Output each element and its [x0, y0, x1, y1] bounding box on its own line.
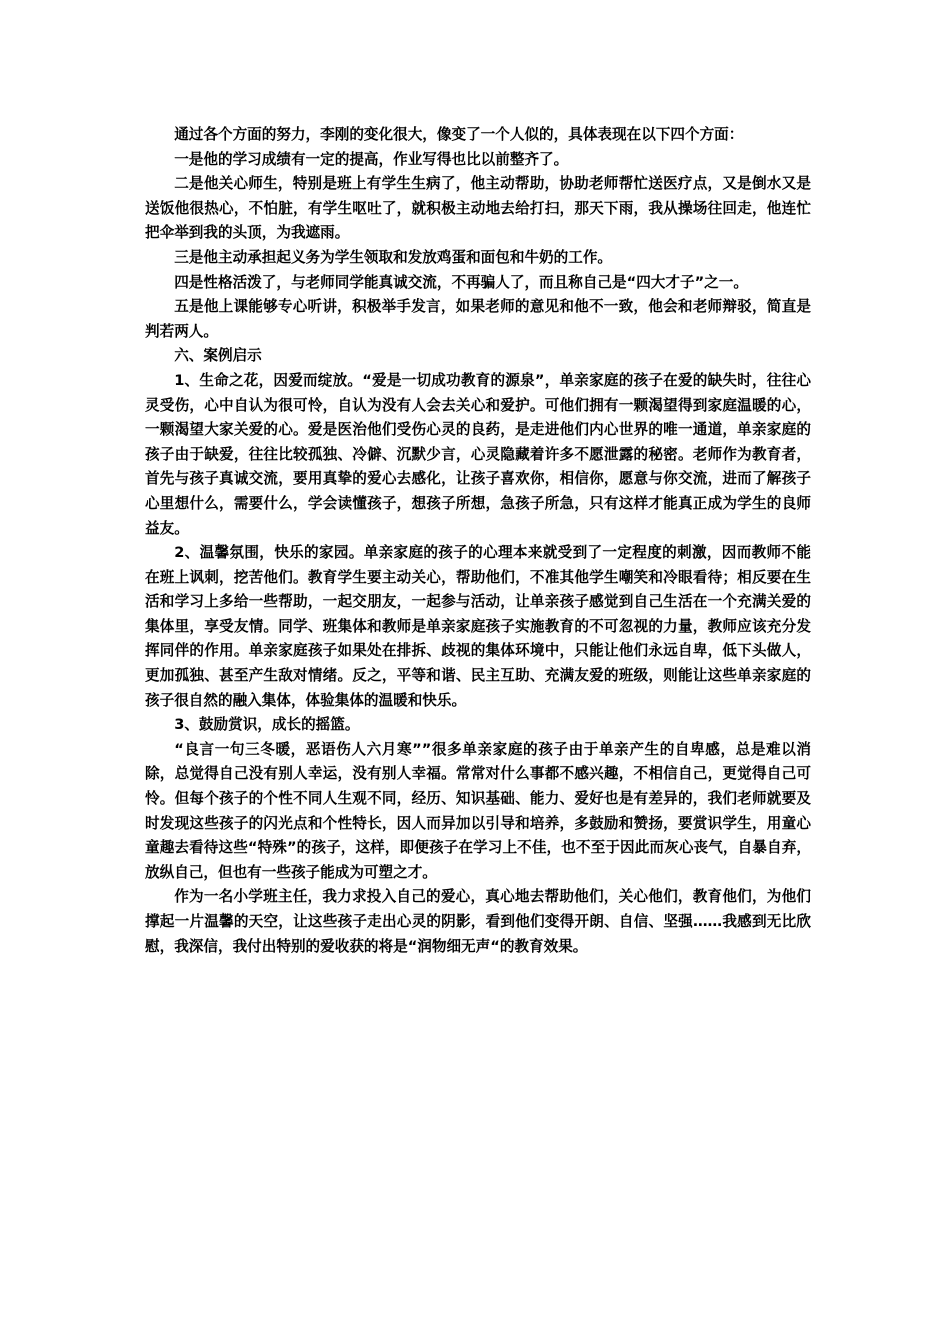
paragraph-insight-two: 2、温馨氛围，快乐的家园。单亲家庭的孩子的心理本来就受到了一定程度的刺激，因而教师不能在班上讽刺，挖苦他们。教育学生要主动关心，帮助他们，不准其他学生嘲笑和冷眼看待；相反要在生活和学习上多给一些帮助，一起交朋友，一起参与活动，让单亲孩子感觉到自己生活在一个充满关爱的集体里，享受友情。同学、班集体和教师是单亲家庭孩子实施教育的不可忽视的力量，教师应该充分发挥同伴的作用。单亲家庭孩子如果处在排拆、歧视的集体环境中，只能让他们永远自卑，低下头做人，更加孤独、甚至产生敌对情绪。反之，平等和谐、民主互助、充满友爱的班级，则能让这些单亲家庭的孩子很自然的融入集体，体验集体的温暖和快乐。 [145, 544, 811, 709]
paragraph-summary: 通过各个方面的努力，李刚的变化很大，像变了一个人似的，具体表现在以下四个方面： [174, 126, 744, 143]
paragraph-point-five: 五是他上课能够专心听讲，积极举手发言，如果老师的意见和他不一致，他会和老师辩驳，简直是判若两人。 [145, 298, 811, 340]
paragraph-insight-one: 1、生命之花，因爱而绽放。“爱是一切成功教育的源泉”，单亲家庭的孩子在爱的缺失时，往往心灵受伤，心中自认为很可怜，自认为没有人会去关心和爱护。可他们拥有一颗渴望得到家庭温暖的心，一颗渴望大家关爱的心。爱是医治他们受伤心灵的良药，是走进他们内心世界的唯一通道，单亲家庭的孩子由于缺爱，往往比较孤独、冷僻、沉默少言，心灵隐藏着许多不愿泄露的秘密。老师作为教育者，首先与孩子真诚交流，要用真挚的爱心去感化，让孩子喜欢你，相信你，愿意与你交流，进而了解孩子心里想什么，需要什么，学会读懂孩子，想孩子所想，急孩子所急，只有这样才能真正成为学生的良师益友。 [145, 371, 811, 537]
paragraph-point-three: 三是他主动承担起义务为学生领取和发放鸡蛋和面包和牛奶的工作。 [174, 248, 613, 266]
paragraph-point-one: 一是他的学习成绩有一定的提高，作业写得也比以前整齐了。 [174, 150, 569, 168]
paragraph-point-four: 四是性格活泼了，与老师同学能真诚交流，不再骗人了，而且称自己是“四大才子”之一。 [174, 273, 748, 291]
heading-insight-three: 3、鼓励赏识，成长的摇篮。 [174, 716, 360, 734]
paragraph-point-two: 二是他关心师生，特别是班上有学生生病了，他主动帮助，协助老师帮忙送医疗点，又是倒水又是送饭他很热心，不怕脏，有学生呕吐了，就积极主动地去给打扫，那天下雨，我从操场往回走，他连忙把伞举到我的头顶，为我遮雨。 [145, 175, 811, 242]
document-body [145, 123, 811, 959]
paragraph-insight-three: “良言一句三冬暖，恶语伤人六月寒””很多单亲家庭的孩子由于单亲产生的自卑感，总是难以消除，总觉得自己没有别人幸运，没有别人幸福。常常对什么事都不感兴趣，不相信自己，更觉得自己可怜。但每个孩子的个性不同人生观不同，经历、知识基础、能力、爱好也是有差异的，我们老师就要及时发现这些孩子的闪光点和个性特长，因人而异加以引导和培养，多鼓励和赞扬，要赏识学生，用童心童趣去看待这些“特殊”的孩子，这样，即便孩子在学习上不佳，也不至于因此而灰心丧气，自暴自弃，放纵自己，但也有一些孩子能成为可塑之才。 [145, 740, 811, 881]
section-heading-case-insights: 六、案例启示 [174, 347, 262, 365]
paragraph-conclusion: 作为一名小学班主任，我力求投入自己的爱心，真心地去帮助他们，关心他们，教育他们，为他们撑起一片温馨的天空，让这些孩子走出心灵的阴影，看到他们变得开朗、自信、坚强……我感到无比欣慰，我深信，我付出特别的爱收获的将是“润物细无声“的教育效果。 [145, 888, 811, 955]
